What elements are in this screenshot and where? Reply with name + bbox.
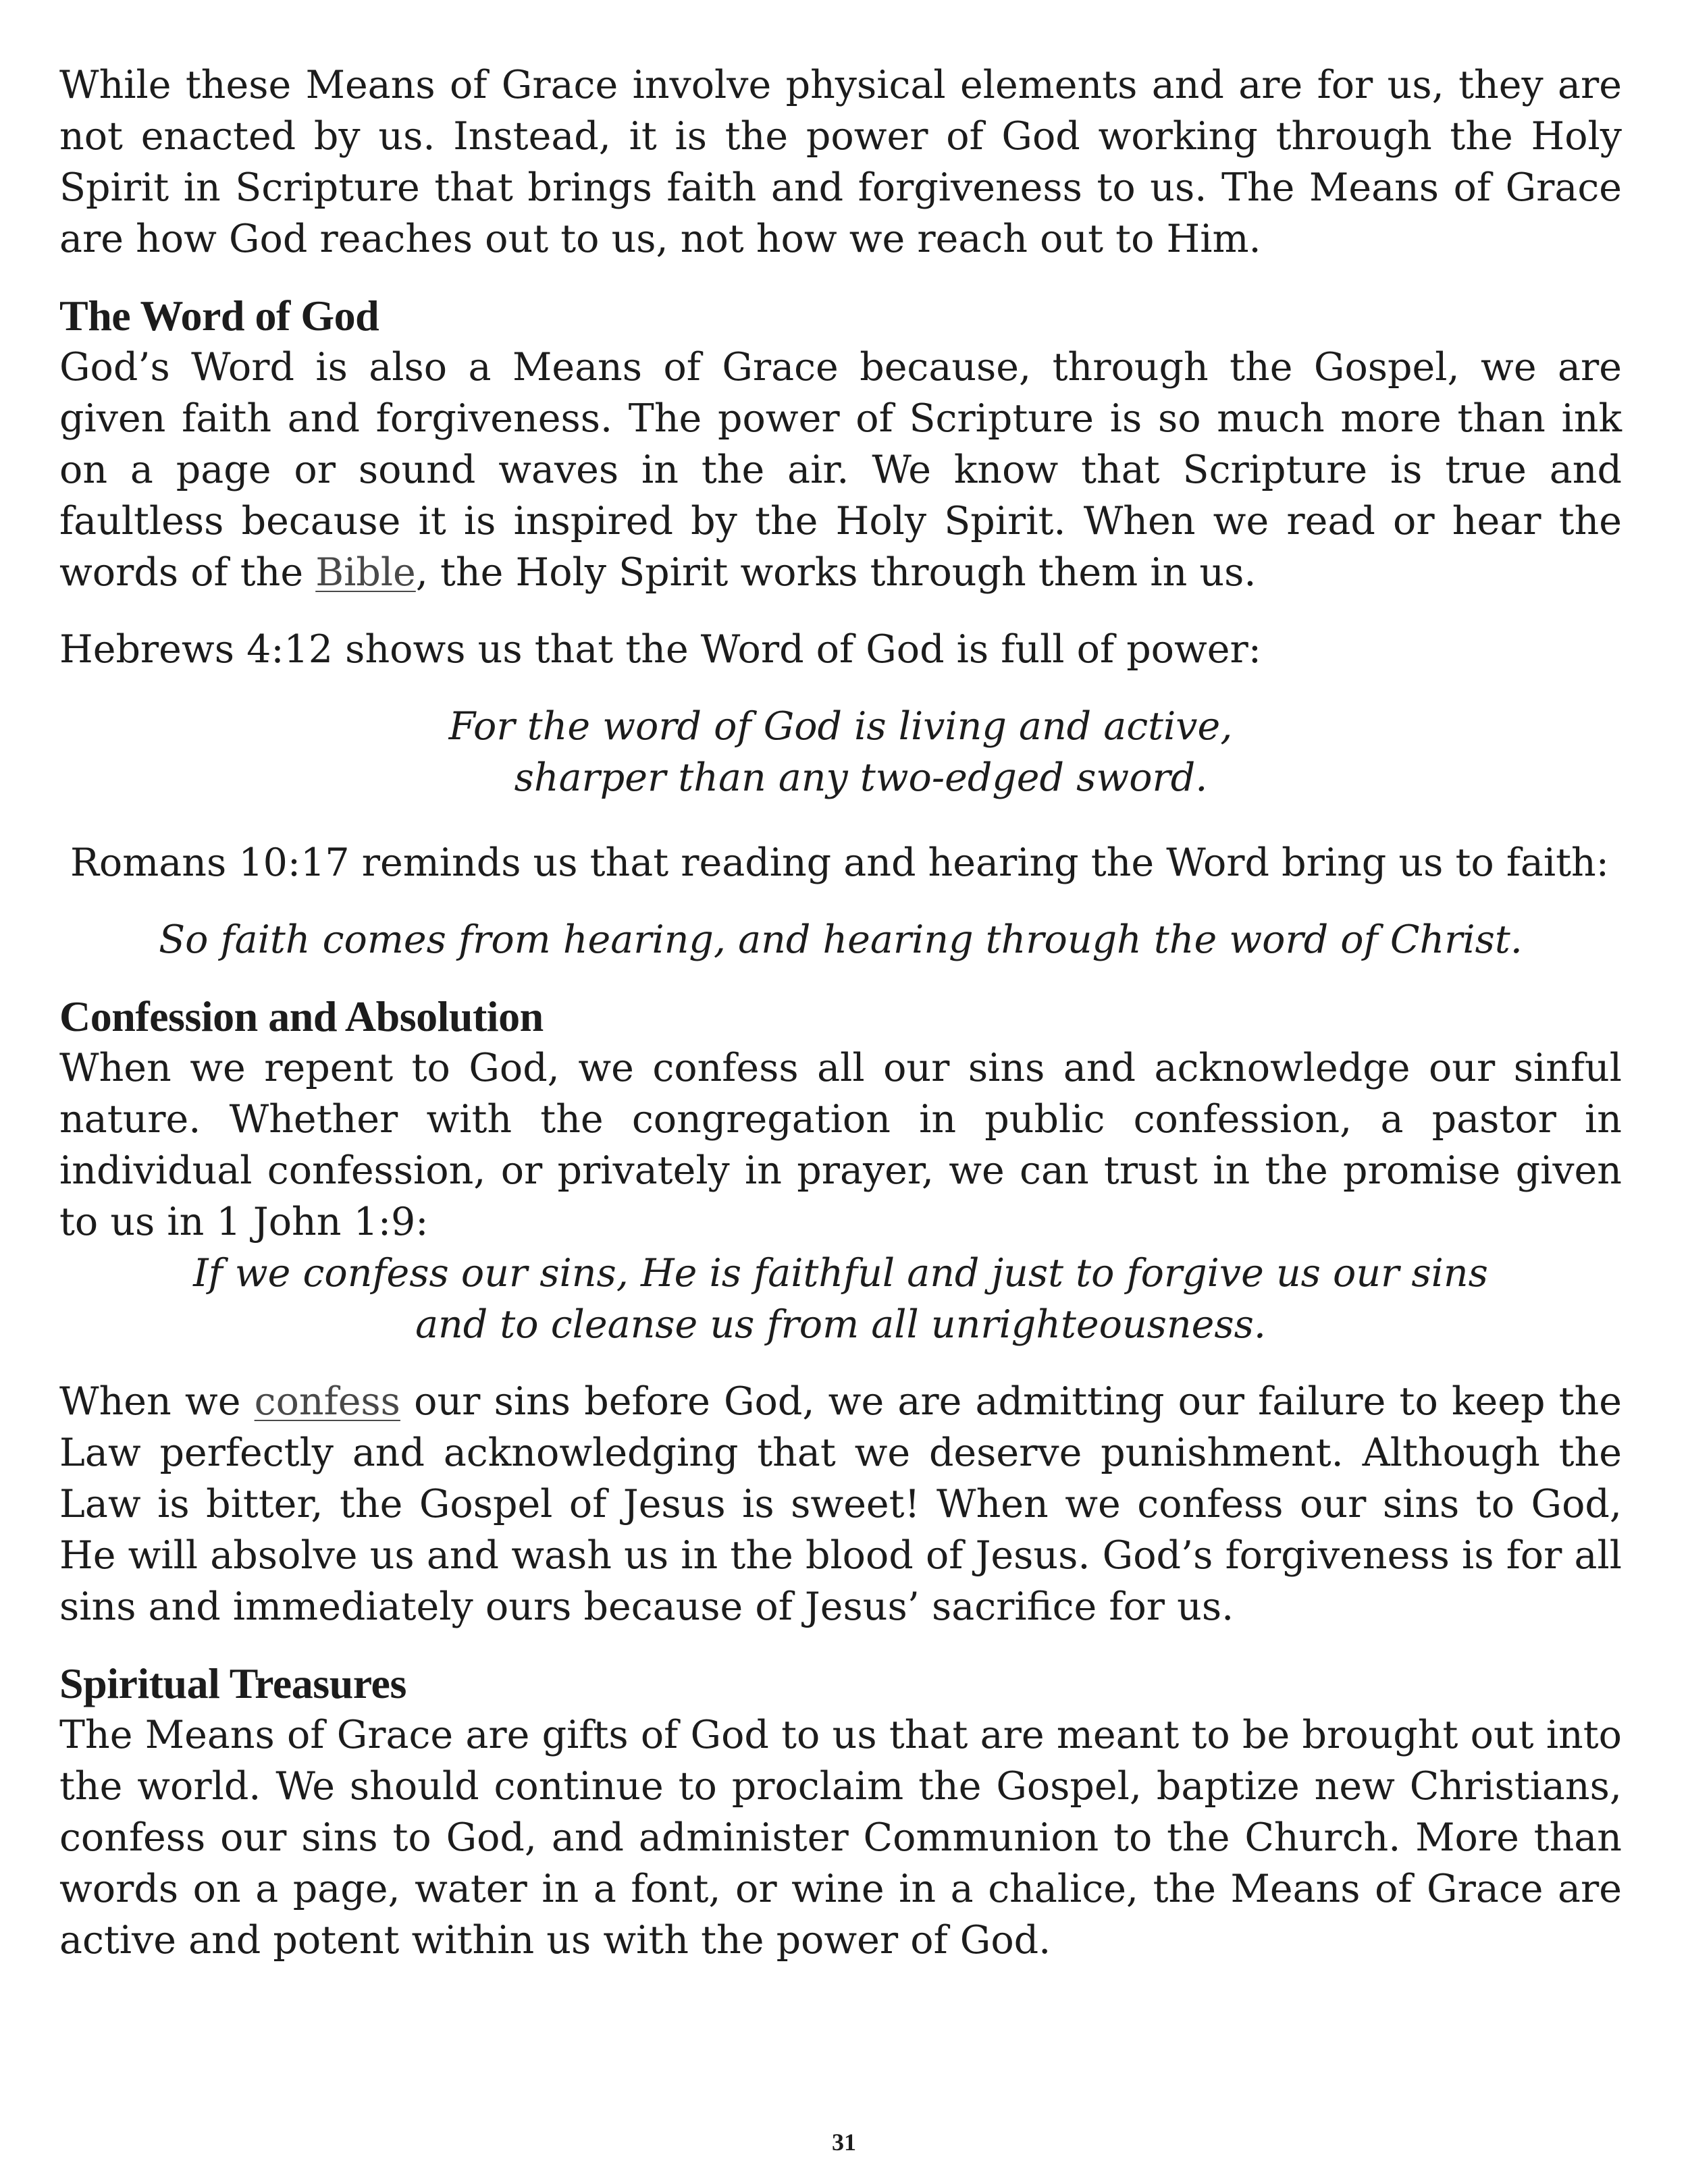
word-of-god-paragraph: [59, 342, 1622, 598]
bible-link[interactable]: Bible: [315, 550, 416, 595]
romans-quote: So faith comes from hearing, and hearing through the word of Christ.: [159, 917, 1523, 962]
spacer: [59, 1632, 1622, 1658]
john-quote-line-2: and to cleanse us from all unrighteousness.: [415, 1302, 1266, 1347]
hebrews-intro: Hebrews 4:12 shows us that the Word of God is full of power:: [59, 627, 1261, 672]
intro-paragraph: While these Means of Grace involve physical elements and are for us, they are not enacted by us. Instead, it is the power of God working through the Holy Spirit in Scripture that brings faith and forgiveness to us. The Means of Grace are how God reaches out to us, not how we reach out to Him.: [59, 63, 1622, 261]
confession-paragraph-2: [59, 1376, 1622, 1632]
word-of-god-text-before-link: God’s Word is also a Means of Grace because, through the Gospel, we are given faith and forgiveness. The power of Scripture is so much more than ink on a page or sound waves in the air. We know that Scripture is true and faultless because it is inspired by the Holy Spirit. When we read or hear the words of the: [59, 345, 1622, 595]
heading-confession: Confession and Absolution: [59, 992, 544, 1040]
word-of-god-text-after-link: , the Holy Spirit works through them in us.: [415, 550, 1257, 595]
confession-paragraph: When we repent to God, we confess all our sins and acknowledge our sinful nature. Whether with the congregation in public confession, a pastor in individual confession, or privately in prayer, we can trust in the promise given to us in 1 John 1:9:: [59, 1046, 1622, 1244]
spacer: [59, 1350, 1622, 1376]
spacer: [59, 265, 1622, 290]
confession-text-before-link: When we: [59, 1379, 255, 1424]
hebrews-quote-line-1: For the word of God is living and active,: [448, 704, 1233, 749]
john-quote-line-1: If we confess our sins, He is faithful and just to forgive us our sins: [193, 1251, 1488, 1296]
heading-word-of-god: The Word of God: [59, 292, 379, 340]
spacer: [59, 888, 1622, 914]
spacer: [59, 675, 1622, 701]
confession-text-after-link: our sins before God, we are admitting our failure to keep the Law perfectly and acknowledging that we deserve punishment. Although the Law is bitter, the Gospel of Jesus is sweet! When we confess our sins to God, He will absolve us and wash us in the blood of Jesus. God’s forgiveness is for all sins and immediately ours because of Jesus’ sacrifice for us.: [59, 1379, 1622, 1629]
spacer: [59, 965, 1622, 991]
spacer: [59, 803, 1622, 837]
confess-link[interactable]: confess: [254, 1379, 400, 1424]
page-number: 31: [832, 2129, 856, 2156]
spacer: [59, 598, 1622, 624]
treasures-paragraph: The Means of Grace are gifts of God to us that are meant to be brought out into the world. We should continue to proclaim the Gospel, baptize new Christians, confess our sins to God, and administer Communion to the Church. More than words on a page, water in a font, or wine in a chalice, the Means of Grace are active and potent within us with the power of God.: [59, 1713, 1622, 1963]
hebrews-quote-line-2: sharper than any two-edged sword.: [514, 755, 1208, 800]
document-page: [59, 59, 1622, 1966]
romans-intro: Romans 10:17 reminds us that reading and hearing the Word bring us to faith:: [70, 841, 1609, 885]
heading-spiritual-treasures: Spiritual Treasures: [59, 1659, 406, 1707]
